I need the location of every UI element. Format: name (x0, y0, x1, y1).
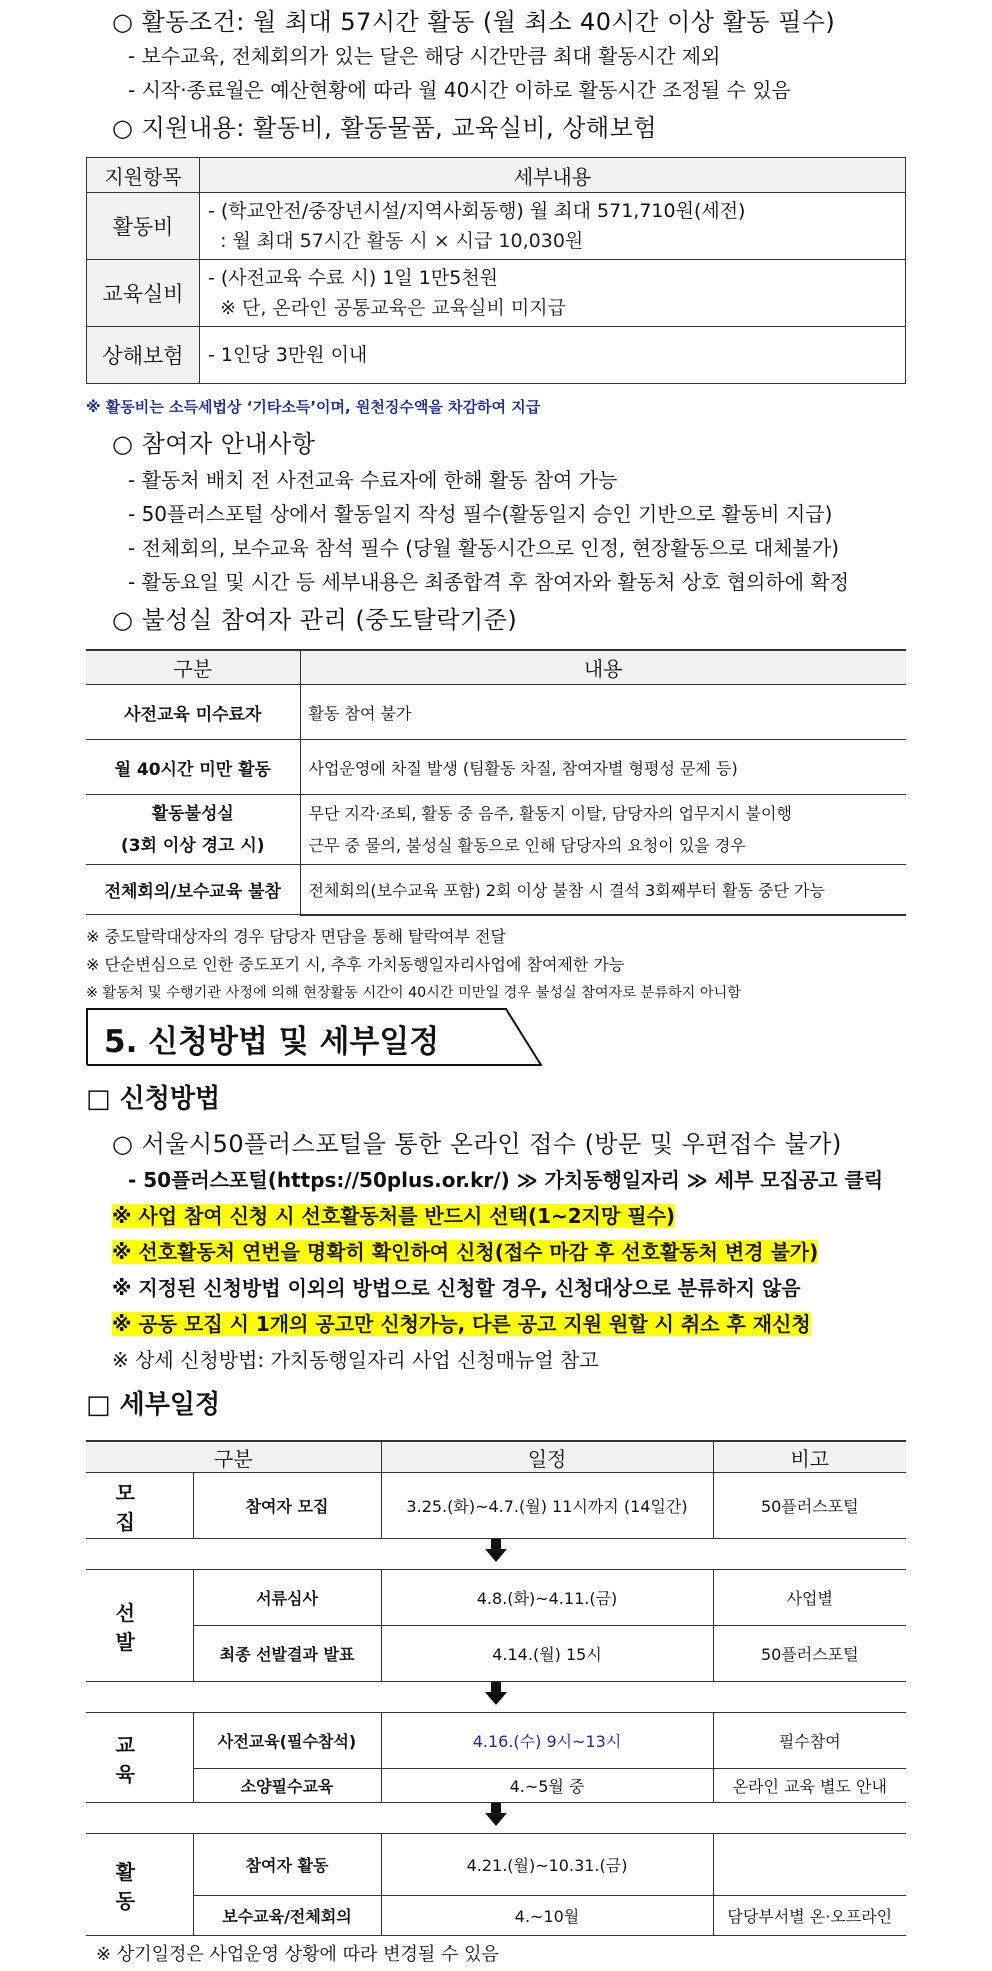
down-arrow-icon (485, 1692, 507, 1705)
flow-arrow-cell (86, 1539, 906, 1570)
mgmt-note: ※ 중도탈락대상자의 경우 담당자 면담을 통해 탈락여부 전달 (86, 927, 506, 946)
schedule-note: 50플러스포털 (713, 1626, 906, 1682)
down-arrow-icon (485, 1549, 507, 1562)
table-header: 비고 (713, 1441, 906, 1473)
schedule-date: 3.25.(화)~4.7.(월) 11시까지 (14일간) (381, 1473, 713, 1539)
schedule-item: 최종 선발결과 발표 (193, 1626, 381, 1682)
activity-condition-detail: - 시작·종료월은 예산현황에 따라 월 40시간 이하로 활동시간 조정될 수 있음 (128, 78, 791, 102)
apply-note-highlight (112, 1236, 818, 1265)
flow-arrow-cell (86, 1803, 906, 1834)
schedule-date: 4.~5월 중 (381, 1769, 713, 1803)
schedule-note: 필수참여 (713, 1713, 906, 1769)
section-title: 5. 신청방법 및 세부일정 (104, 1024, 440, 1060)
schedule-footnote: ※ 상기일정은 사업운영 상황에 따라 변경될 수 있음 (96, 1944, 499, 1965)
content-line: : 월 최대 57시간 활동 시 × 시급 10,030원 (208, 230, 584, 252)
participants-title: ○ 참여자 안내사항 (112, 430, 316, 458)
schedule-item: 사전교육(필수참석) (193, 1713, 381, 1769)
down-arrow-icon (485, 1813, 507, 1826)
schedule-date: 4.21.(월)~10.31.(금) (381, 1834, 713, 1896)
content-line: ※ 단, 온라인 공통교육은 교육실비 미지급 (208, 297, 566, 319)
content-line: 근무 중 물의, 불성실 활동으로 인해 담당자의 요청이 있을 경우 (308, 835, 746, 855)
schedule-note (713, 1834, 906, 1896)
table-row-content (200, 193, 906, 260)
table-row-label: 활동비 (87, 193, 200, 260)
apply-note: ※ 상세 신청방법: 가치동행일자리 사업 신청매뉴얼 참고 (112, 1348, 599, 1372)
table-row-label: 월 40시간 미만 활동 (86, 740, 300, 795)
table-header: 구분 (86, 650, 300, 685)
schedule-item: 보수교육/전체회의 (193, 1896, 381, 1936)
participant-item: - 50플러스포털 상에서 활동일지 작성 필수(활동일지 승인 기반으로 활동비 지급) (128, 502, 833, 526)
schedule-note: 50플러스포털 (713, 1473, 906, 1539)
schedule-date: 4.14.(월) 15시 (381, 1626, 713, 1682)
schedule-item: 서류심사 (193, 1570, 381, 1626)
table-header: 세부내용 (200, 158, 906, 193)
mgmt-note: ※ 활동처 및 수행기관 사정에 의해 현장활동 시간이 40시간 미만일 경우 불성실 참여자로 분류하지 아니함 (86, 985, 741, 1001)
support-content: ○ 지원내용: 활동비, 활동물품, 교육실비, 상해보험 (112, 114, 658, 142)
table-row-content: 활동 참여 불가 (300, 685, 906, 740)
mgmt-table (86, 649, 906, 916)
schedule-note: 사업별 (713, 1570, 906, 1626)
table-header: 지원항목 (87, 158, 200, 193)
note-text: ※ 사업 참여 신청 시 선호활동처를 반드시 선택(1~2지망 필수) (112, 1204, 676, 1228)
schedule-date: 4.8.(화)~4.11.(금) (381, 1570, 713, 1626)
mgmt-note: ※ 단순변심으로 인한 중도포기 시, 추후 가치동행일자리사업에 참여제한 가능 (86, 955, 625, 974)
section-header (86, 1008, 542, 1066)
table-row-content: 전체회의(보수교육 포함) 2회 이상 불참 시 결석 3회째부터 활동 중단 가능 (300, 865, 906, 915)
group-label: 교육 (86, 1713, 193, 1803)
table-header: 일정 (381, 1441, 713, 1473)
schedule-item: 참여자 활동 (193, 1834, 381, 1896)
table-row-label: 사전교육 미수료자 (86, 685, 300, 740)
content-line: 무단 지각·조퇴, 활동 중 음주, 활동지 이탈, 담당자의 업무지시 불이행 (308, 803, 792, 823)
table-header: 내용 (300, 650, 906, 685)
table-header: 구분 (86, 1441, 381, 1473)
schedule-item: 참여자 모집 (193, 1473, 381, 1539)
schedule-head: □ 세부일정 (86, 1390, 221, 1420)
label-line: 활동불성실 (151, 803, 234, 824)
table-row-content (200, 260, 906, 327)
apply-path: - 50플러스포털(https://50plus.or.kr/) ≫ 가치동행일자리 ≫ 세부 모집공고 클릭 (128, 1168, 884, 1192)
label-line: (3회 이상 경고 시) (120, 835, 265, 856)
schedule-table (86, 1440, 906, 1936)
note-text: ※ 공동 모집 시 1개의 공고만 신청가능, 다른 공고 지원 원할 시 취소 후 재신청 (112, 1312, 811, 1336)
apply-note-highlight (112, 1200, 675, 1229)
content-line: - (학교안전/중장년시설/지역사회동행) 월 최대 571,710원(세전) (208, 200, 746, 222)
table-row-content: 사업운영에 차질 발생 (팀활동 차질, 참여자별 형평성 문제 등) (300, 740, 906, 795)
schedule-note: 담당부서별 온·오프라인 (713, 1896, 906, 1936)
table-row-label: 상해보험 (87, 327, 200, 384)
apply-main: ○ 서울시50플러스포털을 통한 온라인 접수 (방문 및 우편접수 불가) (112, 1130, 842, 1158)
note-text: ※ 선호활동처 연번을 명확히 확인하여 신청(접수 마감 후 선호활동처 변경 불가) (112, 1240, 819, 1264)
activity-condition-detail: - 보수교육, 전체회의가 있는 달은 해당 시간만큼 최대 활동시간 제외 (128, 44, 721, 68)
flow-arrow-cell (86, 1682, 906, 1713)
participant-item: - 활동처 배치 전 사전교육 수료자에 한해 활동 참여 가능 (128, 468, 618, 492)
apply-note-highlight (112, 1308, 811, 1337)
participant-item: - 전체회의, 보수교육 참석 필수 (당월 활동시간으로 인정, 현장활동으로 대체불가) (128, 536, 839, 560)
group-label: 모집 (86, 1473, 193, 1539)
activity-condition: ○ 활동조건: 월 최대 57시간 활동 (월 최소 40시간 이상 활동 필수) (112, 8, 836, 36)
content-line: - (사전교육 수료 시) 1일 1만5천원 (208, 267, 499, 289)
schedule-item: 소양필수교육 (193, 1769, 381, 1803)
participant-item: - 활동요일 및 시간 등 세부내용은 최종합격 후 참여자와 활동처 상호 협의하에 확정 (128, 570, 850, 594)
income-note: ※ 활동비는 소득세법상 ‘기타소득’이며, 원천징수액을 차감하여 지급 (86, 398, 541, 416)
apply-method-head: □ 신청방법 (86, 1084, 221, 1114)
group-label: 활동 (86, 1834, 193, 1936)
table-row-label (86, 795, 300, 865)
schedule-date: 4.16.(수) 9시~13시 (381, 1713, 713, 1769)
schedule-date: 4.~10월 (381, 1896, 713, 1936)
mgmt-title: ○ 불성실 참여자 관리 (중도탈락기준) (112, 606, 518, 634)
table-row-content (300, 795, 906, 865)
support-table (86, 157, 906, 384)
table-row-content: - 1인당 3만원 이내 (200, 327, 906, 384)
schedule-note: 온라인 교육 별도 안내 (713, 1769, 906, 1803)
group-label: 선발 (86, 1570, 193, 1682)
table-row-label: 전체회의/보수교육 불참 (86, 865, 300, 915)
apply-note: ※ 지정된 신청방법 이외의 방법으로 신청할 경우, 신청대상으로 분류하지 않음 (112, 1276, 801, 1300)
table-row-label: 교육실비 (87, 260, 200, 327)
